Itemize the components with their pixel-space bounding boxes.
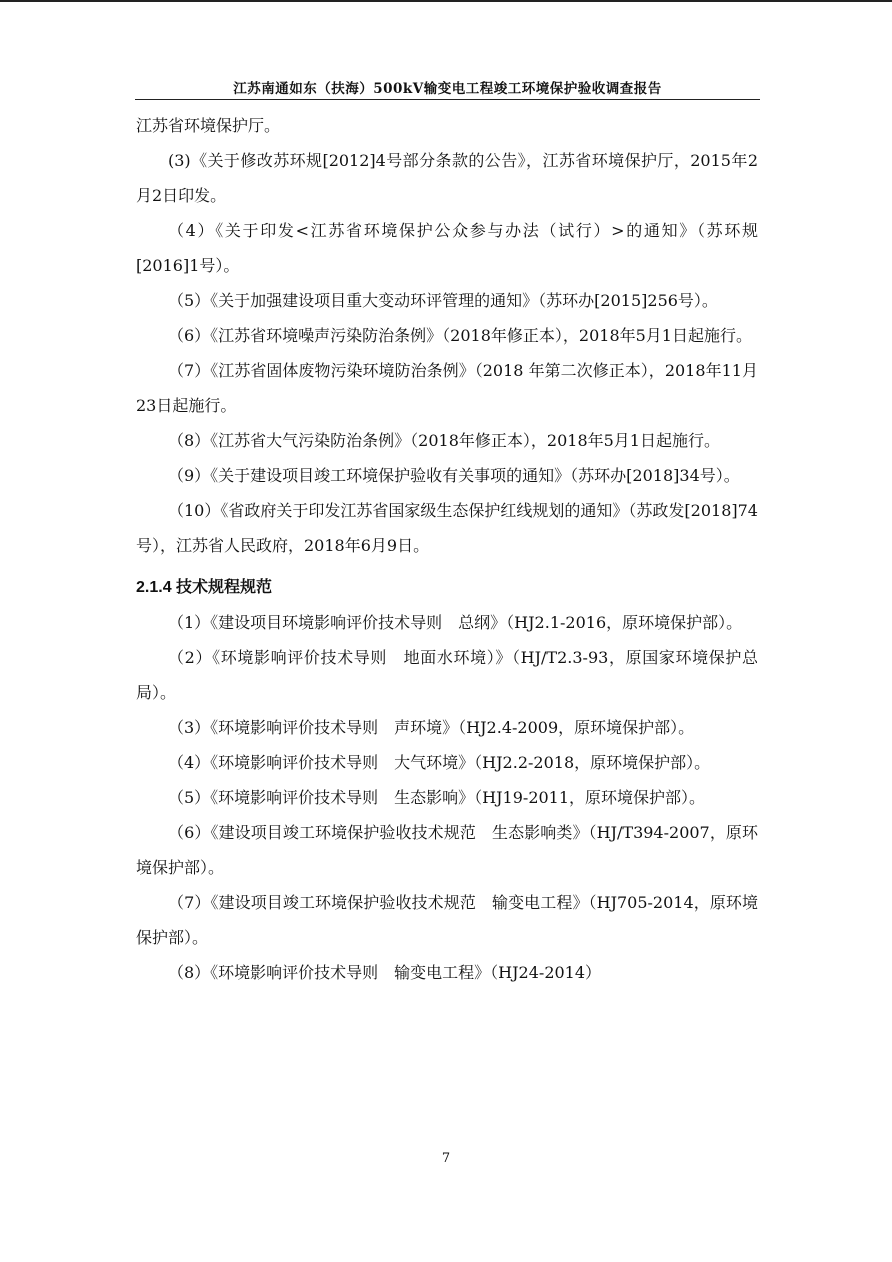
regulation-item: （10）《省政府关于印发江苏省国家级生态保护红线规划的通知》（苏政发[2018]74号），江苏省人民政府，2018年6月9日。 xyxy=(136,501,758,555)
regulation-item: （8）《江苏省大气污染防治条例》（2018年修正本），2018年5月1日起施行。 xyxy=(168,431,720,450)
standard-item: （5）《环境影响评价技术导则 生态影响》（HJ19-2011，原环境保护部）。 xyxy=(168,788,706,807)
document-body xyxy=(136,108,758,990)
page-number: 7 xyxy=(441,1151,451,1166)
intro-line: 江苏省环境保护厅。 xyxy=(136,116,281,135)
regulation-item: （9）《关于建设项目竣工环境保护验收有关事项的通知》（苏环办[2018]34号）。 xyxy=(168,466,740,485)
regulation-item: (3)《关于修改苏环规[2012]4号部分条款的公告》，江苏省环境保护厅，2015年2月2日印发。 xyxy=(136,151,758,205)
standard-item: （6）《建设项目竣工环境保护验收技术规范 生态影响类》（HJ/T394-2007，原环境保护部）。 xyxy=(136,823,758,877)
regulation-item: （6）《江苏省环境噪声污染防治条例》（2018年修正本），2018年5月1日起施行。 xyxy=(168,326,752,345)
top-border xyxy=(0,0,892,2)
standard-item: （3）《环境影响评价技术导则 声环境》（HJ2.4-2009，原环境保护部）。 xyxy=(168,718,695,737)
header-divider xyxy=(135,99,760,100)
regulation-item: （5）《关于加强建设项目重大变动环评管理的通知》（苏环办[2015]256号）。 xyxy=(168,291,718,310)
standard-item: （2）《环境影响评价技术导则 地面水环境）》（HJ/T2.3-93，原国家环境保护总局）。 xyxy=(136,648,758,702)
standard-item: （8）《环境影响评价技术导则 输变电工程》（HJ24-2014） xyxy=(168,963,602,982)
standard-item: （4）《环境影响评价技术导则 大气环境》（HJ2.2-2018，原环境保护部）。 xyxy=(168,753,711,772)
running-header: 江苏南通如东（扶海）500kV输变电工程竣工环境保护验收调查报告 xyxy=(233,81,662,97)
regulation-item: （7）《江苏省固体废物污染环境防治条例》（2018 年第二次修正本），2018年11月23日起施行。 xyxy=(136,361,758,415)
standard-item: （7）《建设项目竣工环境保护验收技术规范 输变电工程》（HJ705-2014，原环境保护部）。 xyxy=(136,893,758,947)
standard-item: （1）《建设项目环境影响评价技术导则 总纲》（HJ2.1-2016，原环境保护部）。 xyxy=(168,613,743,632)
section-heading: 2.1.4 技术规程规范 xyxy=(136,579,273,596)
regulation-item: （4）《关于印发<江苏省环境保护公众参与办法（试行）>的通知》（苏环规[2016]1号）。 xyxy=(136,221,758,275)
